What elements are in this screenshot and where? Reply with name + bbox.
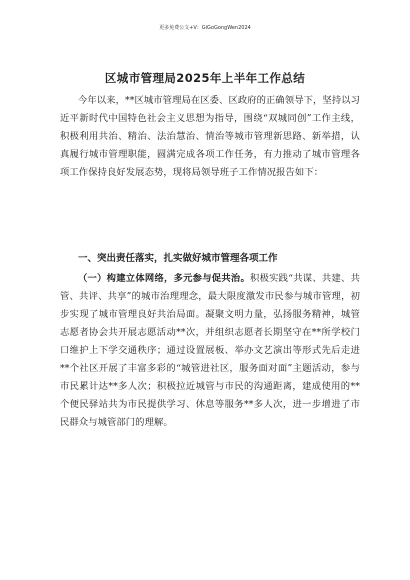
header-note: 更多免费公文+V：GiGoGongWen2024 (159, 25, 251, 31)
intro-paragraph: 今年以来，**区城市管理局在区委、区政府的正确领导下，坚持以习近平新时代中国特色社会主义思想为指导，围绕“双城同创”工作主线，积极利用共治、精治、法治慧治、情治等城市管理新思路、新举措，认真履行城市管理职能，圆满完成各项工作任务，有力推动了城市管理各项工作保持良好发展态势，现将局领导班子工作情况报告如下： (60, 95, 361, 178)
document-title: 区城市管理局2025年上半年工作总结 (104, 71, 306, 85)
section-heading-1: 一、突出责任落实，扎实做好城市管理各项工作 (78, 253, 278, 264)
subsection-paragraph-1 (60, 270, 360, 432)
subsection-lead-1: （一）构建立体网络，多元参与促共治。 (78, 273, 251, 284)
subsection-body-1: 积极实践“共谋、共建、共管、共评、共享”的城市治理理念，最大限度激发市民参与城市管理，初步实现了城市管理良好共治局面。凝聚文明力量，弘扬服务精神，城管志愿者协会共开展志愿活动**次，并组织志愿者长期坚守在**所学校门口维护上下学交通秩序；通过设置展板、举办文艺演出等形式先后走进**个社区开展了丰富多彩的“城管进社区，服务面对面”主题活动，参与市民累计达**多人次；积极拉近城管与市民的沟通距离，建成使用的**个便民驿站共为市民提供学习、休息等服务**多人次，进一步增进了市民群众与城管部门的理解。 (60, 273, 360, 428)
